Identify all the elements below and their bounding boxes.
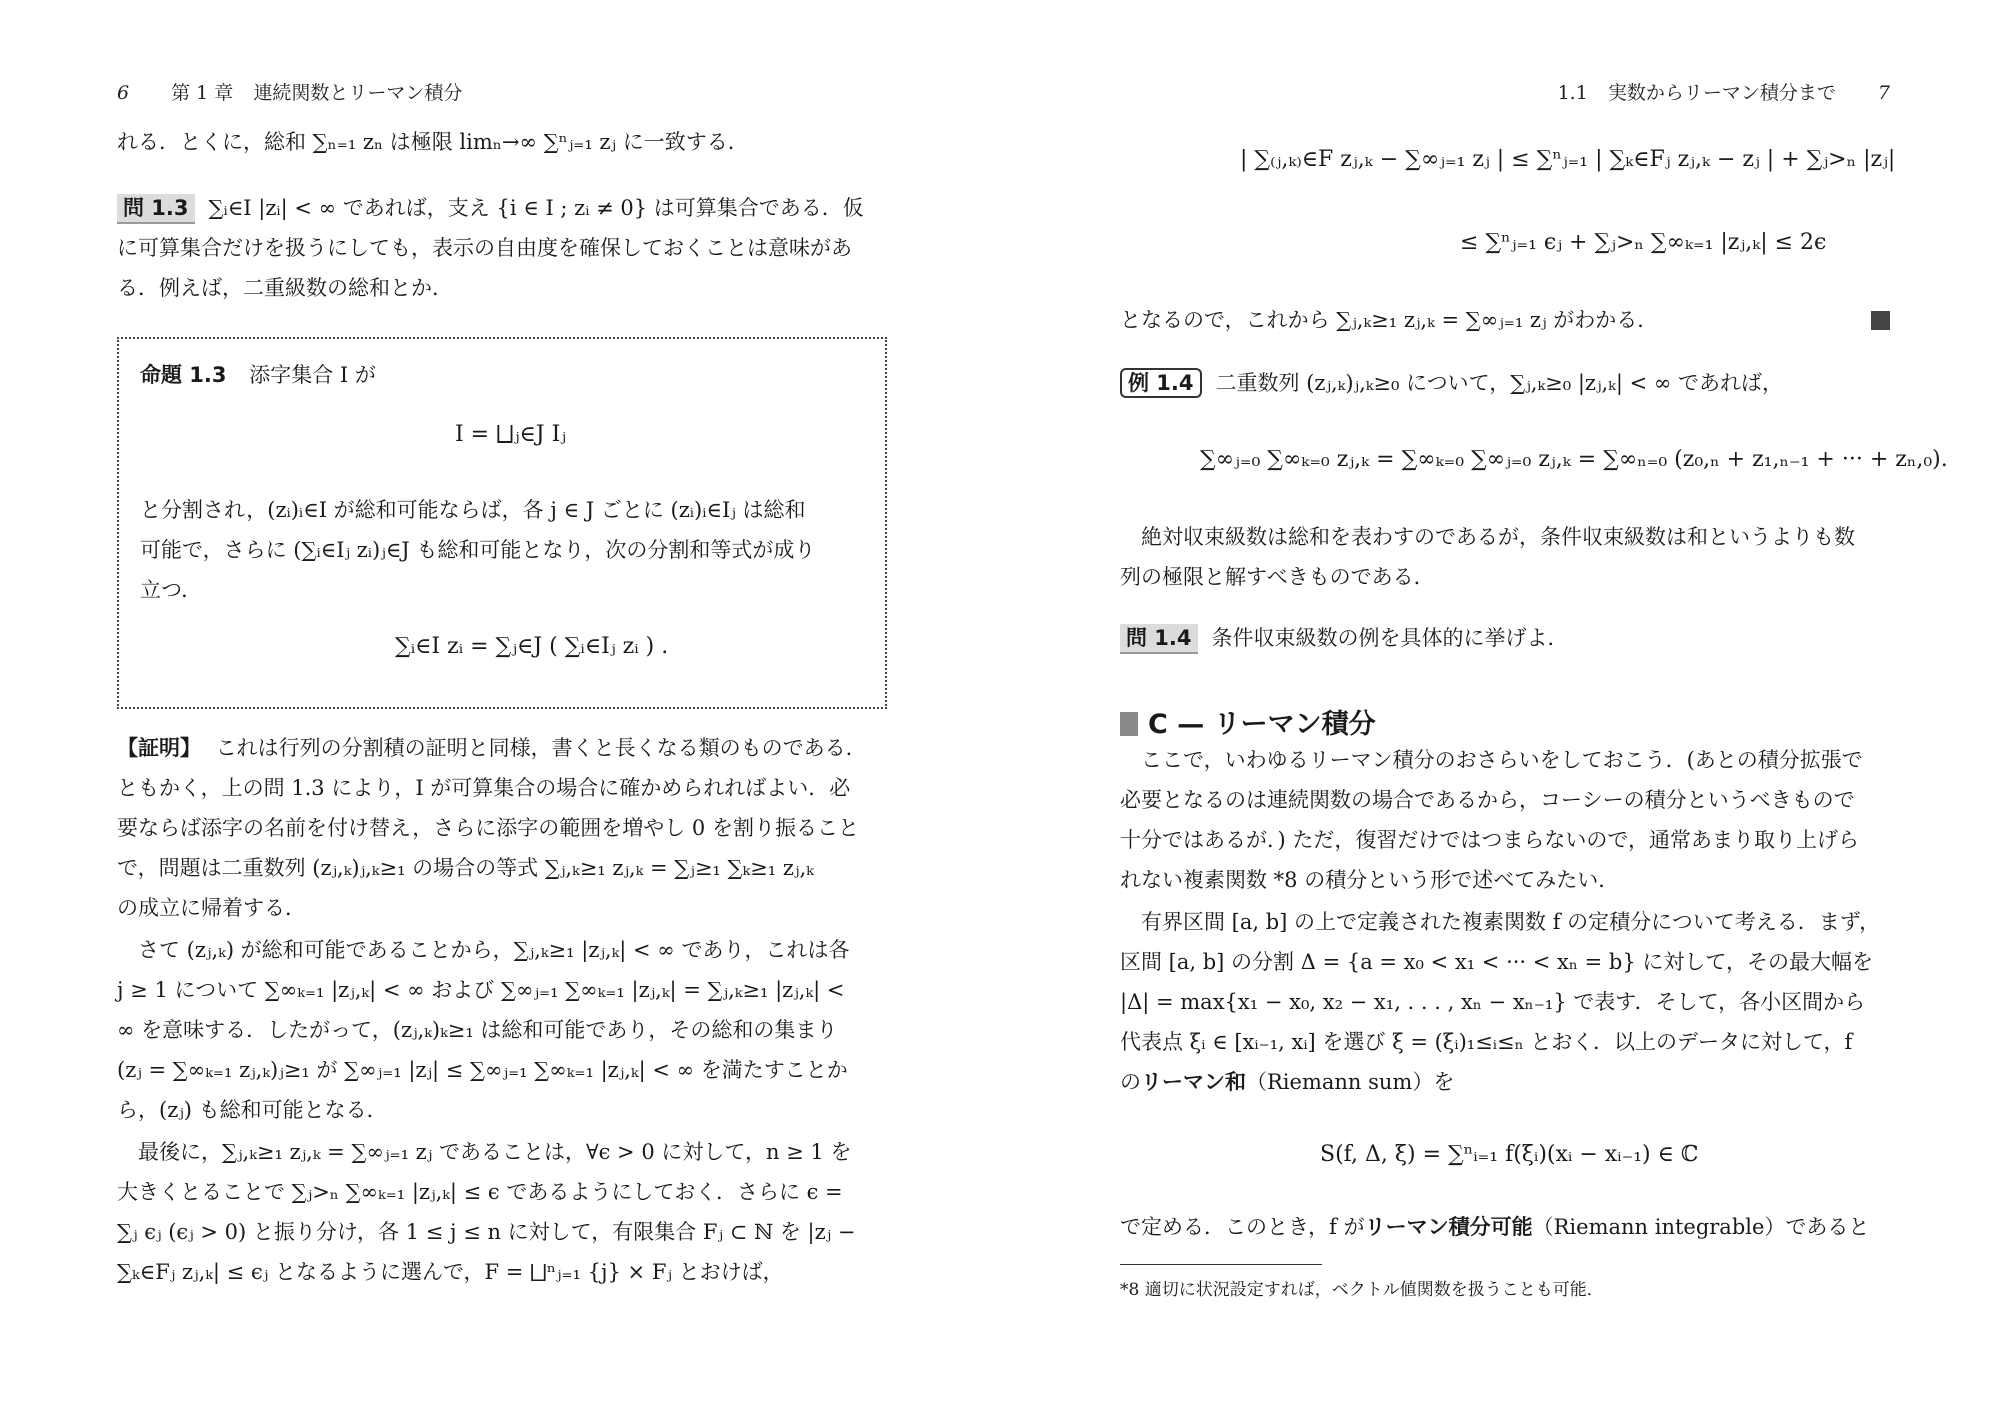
text-line: 要ならば添字の名前を付け替え，さらに添字の範囲を増やし 0 を割り振ること: [117, 816, 859, 840]
text-line: で，問題は二重数列 (zⱼ,ₖ)ⱼ,ₖ≥₁ の場合の等式 ∑ⱼ,ₖ≥₁ zⱼ,ₖ = ∑ⱼ≥₁ ∑ₖ≥₁ zⱼ,ₖ: [117, 856, 814, 880]
text-line: j ≥ 1 について ∑∞ₖ₌₁ |zⱼ,ₖ| < ∞ および ∑∞ⱼ₌₁ ∑∞ₖ₌₁ |zⱼ,ₖ| = ∑ⱼ,ₖ≥₁ |zⱼ,ₖ| <: [117, 978, 845, 1002]
proof-start: [117, 733, 867, 763]
equation-double-series: ∑∞ⱼ₌₀ ∑∞ₖ₌₀ zⱼ,ₖ = ∑∞ₖ₌₀ ∑∞ⱼ₌₀ zⱼ,ₖ = ∑∞ₙ₌₀ (z₀,ₙ + z₁,ₙ₋₁ + ··· + zₙ,₀).: [1200, 447, 1948, 472]
proposition-intro: 添字集合 I が: [249, 363, 376, 387]
text-line: |Δ| = max{x₁ − x₀, x₂ − x₁, . . . , xₙ − xₙ₋₁} で表す．そして，各小区間から: [1120, 990, 1866, 1014]
text-line: れる．とくに，総和 ∑ₙ₌₁ zₙ は極限 limₙ→∞ ∑ⁿⱼ₌₁ zⱼ に一致する．: [117, 130, 749, 154]
proposition-line: 立つ．: [140, 578, 203, 602]
term-riemann-sum: リーマン和: [1141, 1070, 1246, 1094]
text-line: 有界区間 [a, b] の上で定義された複素関数 f の定積分について考える．まず，: [1120, 910, 1881, 934]
footnote: *8 適切に状況設定すれば，ベクトル値関数を扱うことも可能．: [1120, 1280, 1604, 1300]
section-heading: [1120, 702, 1376, 741]
text-line: ∞ を意味する．したがって，(zⱼ,ₖ)ₖ≥₁ は総和可能であり，その総和の集まり: [117, 1018, 838, 1042]
right-running-header: [1558, 78, 1890, 105]
right-page-number: 7: [1877, 82, 1890, 104]
text-line: 区間 [a, b] の分割 Δ = {a = x₀ < x₁ < ··· < xₙ = b} に対して，その最大幅を: [1120, 950, 1873, 974]
section-square-icon: [1120, 712, 1138, 736]
text-line: 絶対収束級数は総和を表わすのであるが，条件収束級数は和というよりも数: [1120, 525, 1855, 549]
text-fragment: で定める．このとき，f が: [1120, 1215, 1365, 1239]
text-line: ら，(zⱼ) も総和可能となる．: [117, 1098, 388, 1122]
text-line: 最後に，∑ⱼ,ₖ≥₁ zⱼ,ₖ = ∑∞ⱼ₌₁ zⱼ であることは，∀ϵ > 0 に対して，n ≥ 1 を: [117, 1140, 852, 1164]
chapter-title: 連続関数とリーマン積分: [253, 82, 463, 104]
left-running-header: [117, 78, 462, 105]
text-line: さて (zⱼ,ₖ) が総和可能であることから，∑ⱼ,ₖ≥₁ |zⱼ,ₖ| < ∞ であり，これは各: [117, 938, 850, 962]
equation-partition: I = ⨆ⱼ∈J Iⱼ: [455, 422, 567, 447]
text-line: れない複素関数 *8 の積分という形で述べてみたい．: [1120, 868, 1620, 892]
text-line: 十分ではあるが．) ただ，復習だけではつまらないので，通常あまり取り上げら: [1120, 828, 1859, 852]
proposition-label: 命題 1.3: [140, 363, 227, 387]
equation-riemann-sum: S(f, Δ, ξ) = ∑ⁿᵢ₌₁ f(ξᵢ)(xᵢ − xᵢ₋₁) ∈ ℂ: [1320, 1142, 1699, 1167]
footnote-rule: [1120, 1264, 1322, 1265]
riemann-sum-line: [1120, 1067, 1454, 1097]
text-line: ∑ᵢ∈I |zᵢ| < ∞ であれば，支え {i ∈ I ; zᵢ ≠ 0} は可算集合である．仮: [208, 196, 864, 220]
example-1-4: [1120, 368, 1783, 398]
text-line: ともかく，上の問 1.3 により，I が可算集合の場合に確かめられればよい．必: [117, 776, 851, 800]
text-line: に可算集合だけを扱うにしても，表示の自由度を確保しておくことは意味があ: [117, 236, 852, 260]
text-fragment: の: [1120, 1070, 1141, 1094]
equation-estimate-1: | ∑₍ⱼ,ₖ₎∈F zⱼ,ₖ − ∑∞ⱼ₌₁ zⱼ | ≤ ∑ⁿⱼ₌₁ | ∑ₖ∈Fⱼ zⱼ,ₖ − zⱼ | + ∑ⱼ>ₙ |zⱼ|: [1240, 147, 1896, 172]
text-line: ここで，いわゆるリーマン積分のおさらいをしておこう．(あとの積分拡張で: [1120, 748, 1863, 772]
section-heading-text: C — リーマン積分: [1148, 709, 1376, 740]
proposition-heading: [140, 360, 376, 390]
text-line: ∑ₖ∈Fⱼ zⱼ,ₖ| ≤ ϵⱼ となるように選んで，F = ⨆ⁿⱼ₌₁ {j} × Fⱼ とおけば，: [117, 1260, 784, 1284]
left-page-number: 6: [117, 82, 130, 104]
integrable-line: [1120, 1212, 1869, 1242]
proof-label: 【証明】: [117, 736, 201, 760]
text-fragment: （Riemann integrable）であると: [1532, 1215, 1870, 1239]
proposition-line: と分割され，(zᵢ)ᵢ∈I が総和可能ならば，各 j ∈ J ごとに (zᵢ)ᵢ∈Iⱼ は総和: [140, 498, 806, 522]
term-riemann-integrable: リーマン積分可能: [1364, 1215, 1533, 1239]
proposition-line: 可能で，さらに (∑ᵢ∈Iⱼ zᵢ)ⱼ∈J も総和可能となり，次の分割和等式が成り: [140, 538, 816, 562]
text-fragment: （Riemann sum）を: [1246, 1070, 1455, 1094]
chapter-number: 第 1 章: [171, 82, 234, 104]
problem-1-4: [1120, 623, 1569, 654]
text-line: 列の極限と解すべきものである．: [1120, 565, 1435, 589]
section-title-header: 実数からリーマン積分まで: [1607, 82, 1836, 104]
problem-1-3: [117, 193, 864, 224]
text-line: となるので，これから ∑ⱼ,ₖ≥₁ zⱼ,ₖ = ∑∞ⱼ₌₁ zⱼ がわかる．: [1120, 308, 1659, 332]
problem-label: 問 1.4: [1120, 624, 1198, 654]
problem-label: 問 1.3: [117, 194, 195, 224]
equation-estimate-2: ≤ ∑ⁿⱼ₌₁ ϵⱼ + ∑ⱼ>ₙ ∑∞ₖ₌₁ |zⱼ,ₖ| ≤ 2ϵ: [1460, 230, 1827, 255]
text-line: 条件収束級数の例を具体的に挙げよ．: [1211, 626, 1569, 650]
text-line: ∑ⱼ ϵⱼ (ϵⱼ > 0) と振り分け，各 1 ≤ j ≤ n に対して，有限集合 Fⱼ ⊂ ℕ を |zⱼ −: [117, 1220, 856, 1244]
equation-split-sum: ∑ᵢ∈I zᵢ = ∑ⱼ∈J ( ∑ᵢ∈Iⱼ zᵢ ) .: [395, 634, 669, 659]
example-label: 例 1.4: [1120, 368, 1202, 398]
text-line: る．例えば，二重級数の総和とか．: [117, 276, 453, 300]
text-line: の成立に帰着する．: [117, 896, 306, 920]
text-line: 代表点 ξᵢ ∈ [xᵢ₋₁, xᵢ] を選び ξ = (ξᵢ)₁≤ᵢ≤ₙ とおく．以上のデータに対して，f: [1120, 1030, 1853, 1054]
section-number: 1.1: [1557, 82, 1588, 104]
text-line: (zⱼ = ∑∞ₖ₌₁ zⱼ,ₖ)ⱼ≥₁ が ∑∞ⱼ₌₁ |zⱼ| ≤ ∑∞ⱼ₌₁ ∑∞ₖ₌₁ |zⱼ,ₖ| < ∞ を満たすことか: [117, 1058, 848, 1082]
text-line: 二重数列 (zⱼ,ₖ)ⱼ,ₖ≥₀ について，∑ⱼ,ₖ≥₀ |zⱼ,ₖ| < ∞ であれば，: [1215, 371, 1784, 395]
text-line: 大きくとることで ∑ⱼ>ₙ ∑∞ₖ₌₁ |zⱼ,ₖ| ≤ ϵ であるようにしておく．さらに ϵ =: [117, 1180, 843, 1204]
text-line: 必要となるのは連続関数の場合であるから，コーシーの積分というべきもので: [1120, 788, 1855, 812]
qed-square-icon: [1871, 311, 1890, 330]
text-line: これは行列の分割積の証明と同様，書くと長くなる類のものである．: [215, 736, 867, 760]
